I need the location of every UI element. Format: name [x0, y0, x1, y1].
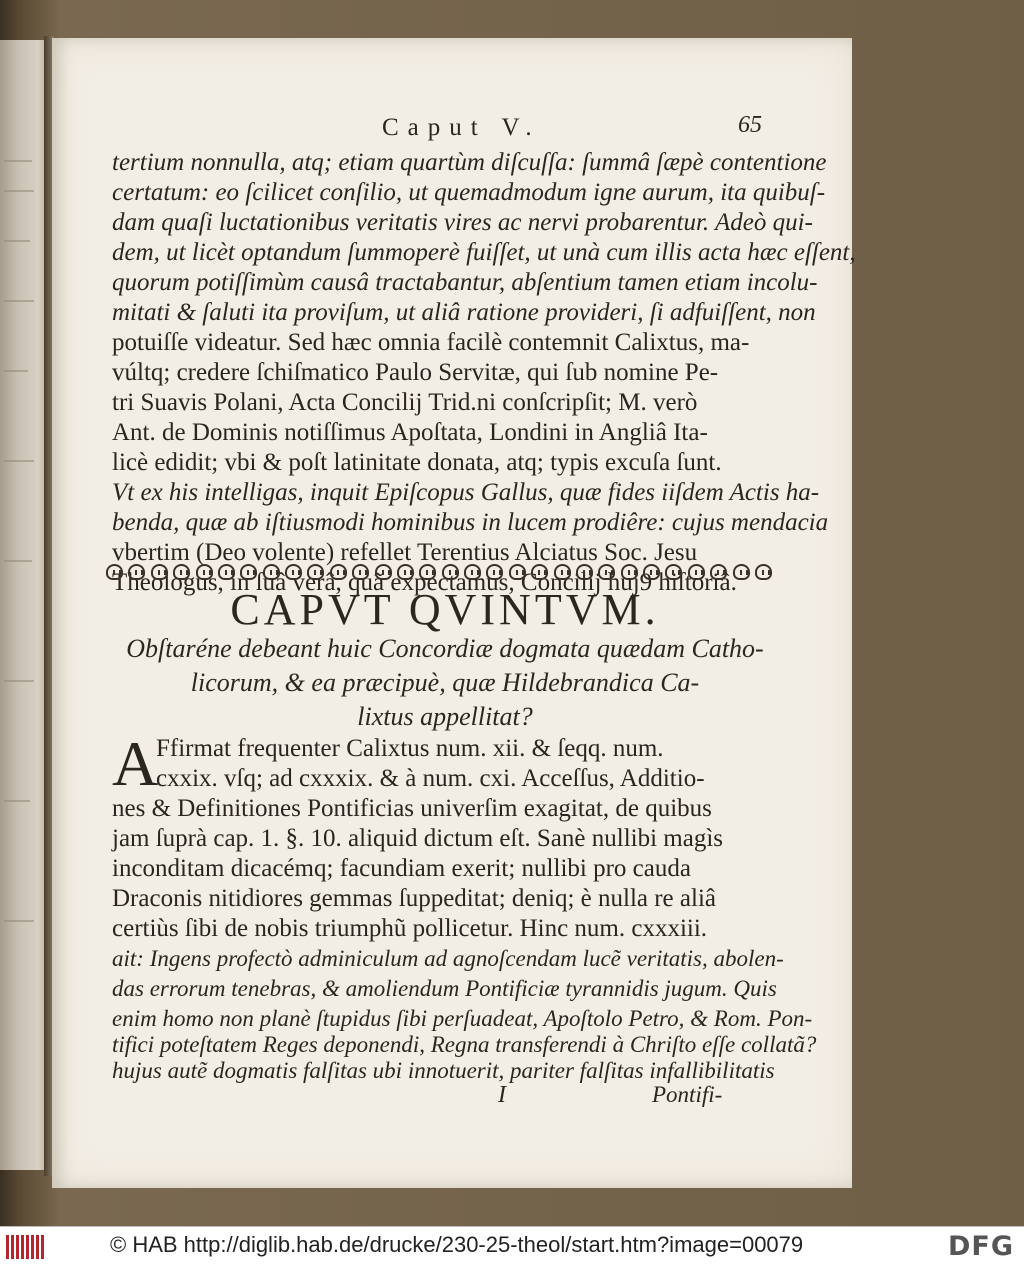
- text-line: benda, quæ ab iſtiusmodi hominibus in lucem prodiêre: cujus mendacia: [112, 509, 829, 536]
- body-line: inconditam dicacémq; facundiam exerit; nullibi pro cauda: [112, 855, 691, 882]
- page-number: 65: [738, 112, 762, 138]
- ornament-icon: [665, 564, 682, 580]
- text-line: Theologus, in ſuâ verâ, quã expectamus, Concilij huj9 hiſtoriâ.: [112, 569, 737, 596]
- ornament-icon: [218, 564, 235, 580]
- ornament-icon: [330, 564, 347, 580]
- ornament-icon: [106, 564, 123, 580]
- ornament-icon: [128, 564, 145, 580]
- ornament-icon: [486, 564, 503, 580]
- ornament-icon: [598, 564, 615, 580]
- text-line: licè edidit; vbi & poſt latinitate donata, atq; typis excuſa ſunt.: [112, 449, 722, 476]
- body-line: certiùs ſibi de nobis triumphũ pollicetur. Hinc num. cxxxiii.: [112, 915, 708, 942]
- ornament-icon: [464, 564, 481, 580]
- ornament-icon: [733, 564, 750, 580]
- ornament-icon: [710, 564, 727, 580]
- chapter-title: CAPVT QVINTVM.: [230, 585, 660, 634]
- ornament-icon: [352, 564, 369, 580]
- ornament-icon: [621, 564, 638, 580]
- page-lower-layer: [52, 38, 856, 1188]
- text-line: Ant. de Dominis notiſſimus Apoſtata, Londini in Angliâ Ita-: [112, 419, 708, 446]
- dfg-logo: DFG: [947, 1231, 1014, 1262]
- ornament-icon: [196, 564, 213, 580]
- copyright-url[interactable]: © HAB http://diglib.hab.de/drucke/230-25-theol/start.htm?image=00079: [110, 1232, 804, 1257]
- body-line: Ffirmat frequenter Calixtus num. xii. & ſeqq. num.: [156, 735, 664, 762]
- body-line: hujus autẽ dogmatis falſitas ubi innotuerit, pariter falſitas infallibilitatis: [112, 1058, 775, 1083]
- text-line: mitati & ſaluti ita proviſum, ut aliâ ratione provideri, ſi adfuiſſent, non: [112, 299, 816, 326]
- catchword: Pontifi-: [652, 1082, 723, 1107]
- ornament-icon: [442, 564, 459, 580]
- signature-mark: I: [498, 1082, 506, 1108]
- barcode-icon: [6, 1235, 44, 1259]
- drop-capital: A: [112, 728, 159, 799]
- ornament-icon: [151, 564, 168, 580]
- text-line: dam quaſi luctationibus veritatis vires ac nervi probarentur. Adeò qui-: [112, 209, 813, 236]
- left-page-edge: [0, 40, 46, 1170]
- body-line: nes & Definitiones Pontificias univerſim exagitat, de quibus: [112, 795, 712, 822]
- ornament-icon: [173, 564, 190, 580]
- ornament-icon: [554, 564, 571, 580]
- ornament-icon: [307, 564, 324, 580]
- text-line: tertium nonnulla, atq; etiam quartùm diſcuſſa: ſummâ ſæpè contentione: [112, 149, 827, 176]
- text-line: Vt ex his intelligas, inquit Epiſcopus Gallus, quæ fides iiſdem Actis ha-: [112, 479, 820, 506]
- body-line: cxxix. vſq; ad cxxxix. & à num. cxi. Acceſſus, Additio-: [156, 765, 705, 792]
- ornament-icon: [688, 564, 705, 580]
- viewer-footer: [0, 1226, 1024, 1266]
- chapter-subtitle-line: Obſtaréne debeant huic Concordiæ dogmata quædam Catho-: [126, 634, 764, 663]
- text-line: quorum potiſſimùm causâ tractabantur, abſentium tamen etiam incolu-: [112, 269, 818, 296]
- text-line: certatum: eo ſcilicet conſilio, ut quemadmodum igne aurum, ita quibuſ-: [112, 179, 826, 206]
- ornament-icon: [643, 564, 660, 580]
- ornament-icon: [576, 564, 593, 580]
- body-line: das errorum tenebras, & amoliendum Pontificiæ tyrannidis jugum. Quis: [112, 976, 777, 1001]
- ornament-rule: [106, 561, 772, 583]
- ornament-icon: [263, 564, 280, 580]
- text-line: tri Suavis Polani, Acta Concilij Trid.ni conſcripſit; M. verò: [112, 389, 698, 416]
- ornament-icon: [240, 564, 257, 580]
- running-head: Caput V.: [382, 114, 541, 141]
- body-line: Draconis nitidiores gemmas ſuppeditat; deniq; è nulla re aliâ: [112, 885, 716, 912]
- body-line: jam ſuprà cap. 1. §. 10. aliquid dictum eſt. Sanè nullibi magìs: [112, 825, 723, 852]
- text-line: dem, ut licèt optandum ſummoperè fuiſſet, ut unà cum illis acta hæc eſſent,: [112, 239, 856, 266]
- ornament-icon: [755, 564, 772, 580]
- ornament-icon: [531, 564, 548, 580]
- body-line: tifici poteſtatem Reges deponendi, Regna transferendi à Chriſto eſſe collatã?: [112, 1032, 817, 1057]
- ornament-icon: [397, 564, 414, 580]
- chapter-subtitle-line: lixtus appellitat?: [357, 702, 533, 731]
- ornament-icon: [285, 564, 302, 580]
- ornament-icon: [509, 564, 526, 580]
- ornament-icon: [419, 564, 436, 580]
- body-line: enim homo non planè ſtupidus ſibi perſuadeat, Apoſtolo Petro, & Rom. Pon-: [112, 1006, 813, 1031]
- chapter-subtitle-line: licorum, & ea præcipuè, quæ Hildebrandica Ca-: [190, 668, 700, 697]
- ornament-icon: [375, 564, 392, 580]
- text-line: vúltq; credere ſchiſmatico Paulo Servitæ, qui ſub nomine Pe-: [112, 359, 719, 386]
- text-line: potuiſſe videatur. Sed hæc omnia facilè contemnit Calixtus, ma-: [112, 329, 750, 356]
- body-line: ait: Ingens profectò adminiculum ad agnoſcendam lucẽ veritatis, abolen-: [112, 946, 784, 971]
- text-line: vbertim (Deo volente) refellet Terentius Alciatus Soc. Jesu: [112, 539, 698, 566]
